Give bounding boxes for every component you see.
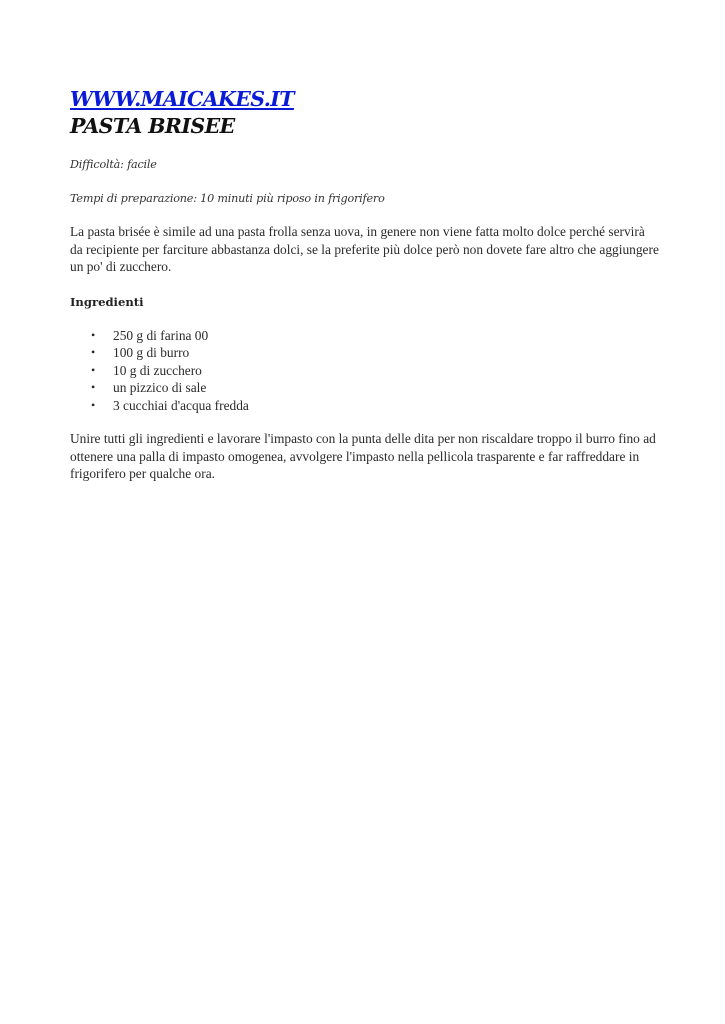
list-item	[70, 397, 660, 414]
list-item	[70, 344, 660, 361]
ingredient-text: 10 g di zucchero	[113, 362, 202, 378]
ingredients-heading: Ingredienti	[70, 294, 144, 309]
intro-paragraph: La pasta brisée è simile ad una pasta frolla senza uova, in genere non viene fatta molto dolce perché servirà da recipiente per farciture abbastanza dolci, se la preferite più dolce però non dovete fare altro che aggiungere un po' di zucchero.	[70, 224, 659, 274]
ingredient-text: 100 g di burro	[113, 345, 190, 361]
page-title: PASTA BRISEE	[70, 114, 235, 138]
list-item	[70, 362, 660, 379]
ingredient-text: un pizzico di sale	[113, 380, 207, 396]
bullet-icon: •	[91, 345, 96, 360]
bullet-icon: •	[91, 397, 96, 412]
ingredients-list	[70, 327, 660, 414]
ingredient-text: 3 cucchiai d'acqua fredda	[113, 397, 249, 413]
bullet-icon: •	[91, 328, 96, 342]
ingredient-text: 250 g di farina 00	[113, 328, 209, 343]
method-paragraph: Unire tutti gli ingredienti e lavorare l'impasto con la punta delle dita per non riscaldare troppo il burro fino ad ottenere una palla di impasto omogenea, avvolgere l'impasto nella pellicola trasparente e far raffreddare in frigorifero per qualche ora.	[70, 431, 656, 482]
document-page	[70, 86, 660, 483]
site-link[interactable]: WWW.MAICAKES.IT	[70, 87, 294, 111]
difficulty-text: Difficoltà: facile	[70, 158, 157, 171]
bullet-icon: •	[91, 362, 96, 377]
list-item	[70, 379, 660, 396]
prep-time-text: Tempi di preparazione: 10 minuti più riposo in frigorifero	[70, 191, 385, 205]
bullet-icon: •	[91, 380, 96, 395]
list-item	[70, 327, 660, 344]
